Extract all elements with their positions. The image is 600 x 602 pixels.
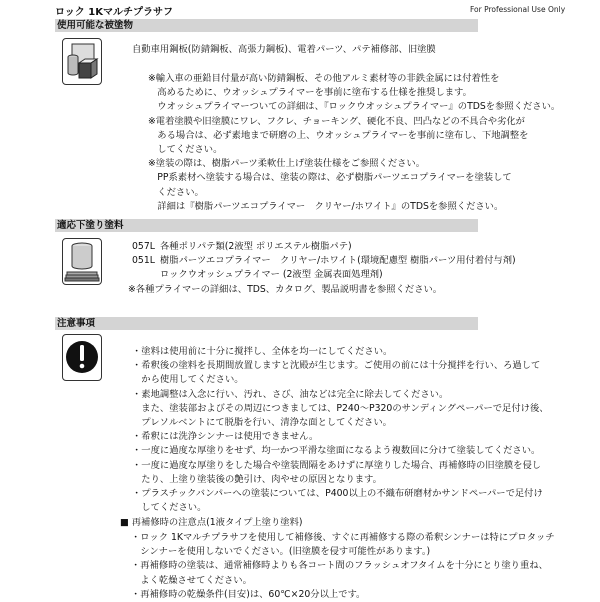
note-line: ※電着塗膜や旧塗膜にワレ、フクレ、チョーキング、硬化不良、凹凸などの不具合や劣化が [148, 115, 525, 127]
recoat-line: ・ロック 1Kマルチプラサフを使用して補修後、すぐに再補修する際の希釈シンナーは特にプロタッチ [131, 532, 555, 543]
precaution-line: ・プラスチックバンパーへの塗装については、P400以上の不織布研磨材かサンドペーパーで足付け [132, 488, 543, 500]
undercoat-list [128, 240, 516, 297]
substrate-icon [62, 38, 102, 85]
note-line: ※塗装の際は、樹脂パーツ柔軟仕上げ塗装仕様をご参照ください。 [148, 158, 426, 170]
recoat-list [131, 531, 555, 602]
warning-icon [62, 334, 102, 381]
note-line: 詳細は『樹脂パーツエコプライマー クリヤー/ホワイト』のTDSを参照ください。 [148, 200, 504, 212]
product-desc: 樹脂パーツエコプライマー クリヤー/ホワイト(環境配慮型 樹脂パーツ用付着付与剤) [160, 255, 516, 267]
recoat-line: ・再補修時の塗装は、通常補修時よりも各コート間のフラッシュオフタイムを十分にとり塗り重ね、 [131, 560, 548, 572]
recoat-line: よく乾燥させてください。 [131, 574, 252, 586]
undercoat-icon [62, 238, 102, 285]
note-line: してください。 [148, 144, 223, 156]
note-line: ください。 [148, 186, 204, 198]
note-line: ウオッシュプライマーついての詳細は、『ロックウオッシュプライマー』のTDSを参照ください。 [148, 101, 561, 113]
recoat-line: ・再補修時の乾燥条件(目安)は、60℃×20分以上です。 [131, 588, 366, 600]
precaution-line: プレソルベントにて脱脂を行い、清浄な面としてください。 [132, 417, 392, 429]
precaution-line: から使用してください。 [132, 374, 244, 386]
precaution-line: ・塗料は使用前に十分に撹拌し、全体を均一にしてください。 [132, 346, 393, 357]
precaution-line: たり、上塗り塗装後の艶引け、肉やせの原因となります。 [132, 473, 382, 485]
section-heading-precautions: 注意事項 [55, 317, 478, 330]
note-line: 高めるために、ウオッシュプライマーを事前に塗布する仕様を推奨します。 [148, 87, 472, 99]
undercoat-item [132, 240, 516, 254]
undercoat-note: ※各種プライマーの詳細は、TDS、カタログ、製品説明書を参照ください。 [128, 283, 443, 295]
precaution-line: また、塗装部およびその周辺につきましては、P240〜P320のサンディングペーパーで足付け後、 [132, 402, 549, 414]
undercoat-item [132, 268, 516, 282]
precaution-line: ・素地調整は入念に行い、汚れ、さび、油などは完全に除去してください。 [132, 388, 449, 400]
precaution-line: ・一度に過度な厚塗りをした場合や塗装間隔をあけずに厚塗りした場合、再補修時の旧塗膜を侵し [132, 459, 542, 471]
section-heading-substrates: 使用可能な被塗物 [55, 19, 478, 32]
note-line: PP系素材へ塗装する場合は、塗装の際は、必ず樹脂パーツエコプライマーを塗装して [148, 172, 512, 184]
recoat-line: シンナーを使用しないでください。(旧塗膜を侵す可能性があります。) [131, 546, 431, 558]
precaution-line: してください。 [132, 502, 207, 514]
section-heading-undercoats: 適応下塗り塗料 [55, 219, 478, 232]
substrate-list: 自動車用鋼板(防錆鋼板、高張力鋼板)、電着パーツ、パテ補修部、旧塗膜 [132, 44, 436, 55]
product-code: 051L [132, 255, 155, 267]
precaution-line: ・希釈には洗浄シンナーは使用できません。 [132, 431, 319, 443]
document-title: ロック 1Kマルチプラサフ [55, 7, 173, 18]
product-desc: 各種ポリパテ類(2液型 ポリエステル樹脂パテ) [160, 241, 352, 252]
precaution-line: ・希釈後の塗料を長期間放置しますと沈殿が生じます。ご使用の前には十分撹拌を行い、ろ過して [132, 360, 541, 372]
product-desc: ロックウオッシュプライマー (2液型 金属表面処理剤) [160, 269, 383, 281]
substrate-notes [148, 72, 560, 214]
recoat-heading: ■ 再補修時の注意点(1液タイプ上塗り塗料) [120, 517, 303, 528]
precaution-list [132, 345, 549, 515]
professional-use-note: For Professional Use Only [470, 5, 566, 14]
note-line: ※輸入車の亜鉛目付量が高い防錆鋼板、その他アルミ素材等の非鉄金属には付着性を [148, 73, 500, 84]
product-code: 057L [132, 241, 155, 252]
precaution-line: ・一度に過度な厚塗りをせず、均一かつ平滑な塗面になるよう複数回に分けて塗装してください。 [132, 445, 541, 457]
undercoat-item [132, 254, 516, 268]
note-line: ある場合は、必ず素地まで研磨の上、ウオッシュプライマーを事前に塗布し、下地調整を [148, 129, 529, 141]
